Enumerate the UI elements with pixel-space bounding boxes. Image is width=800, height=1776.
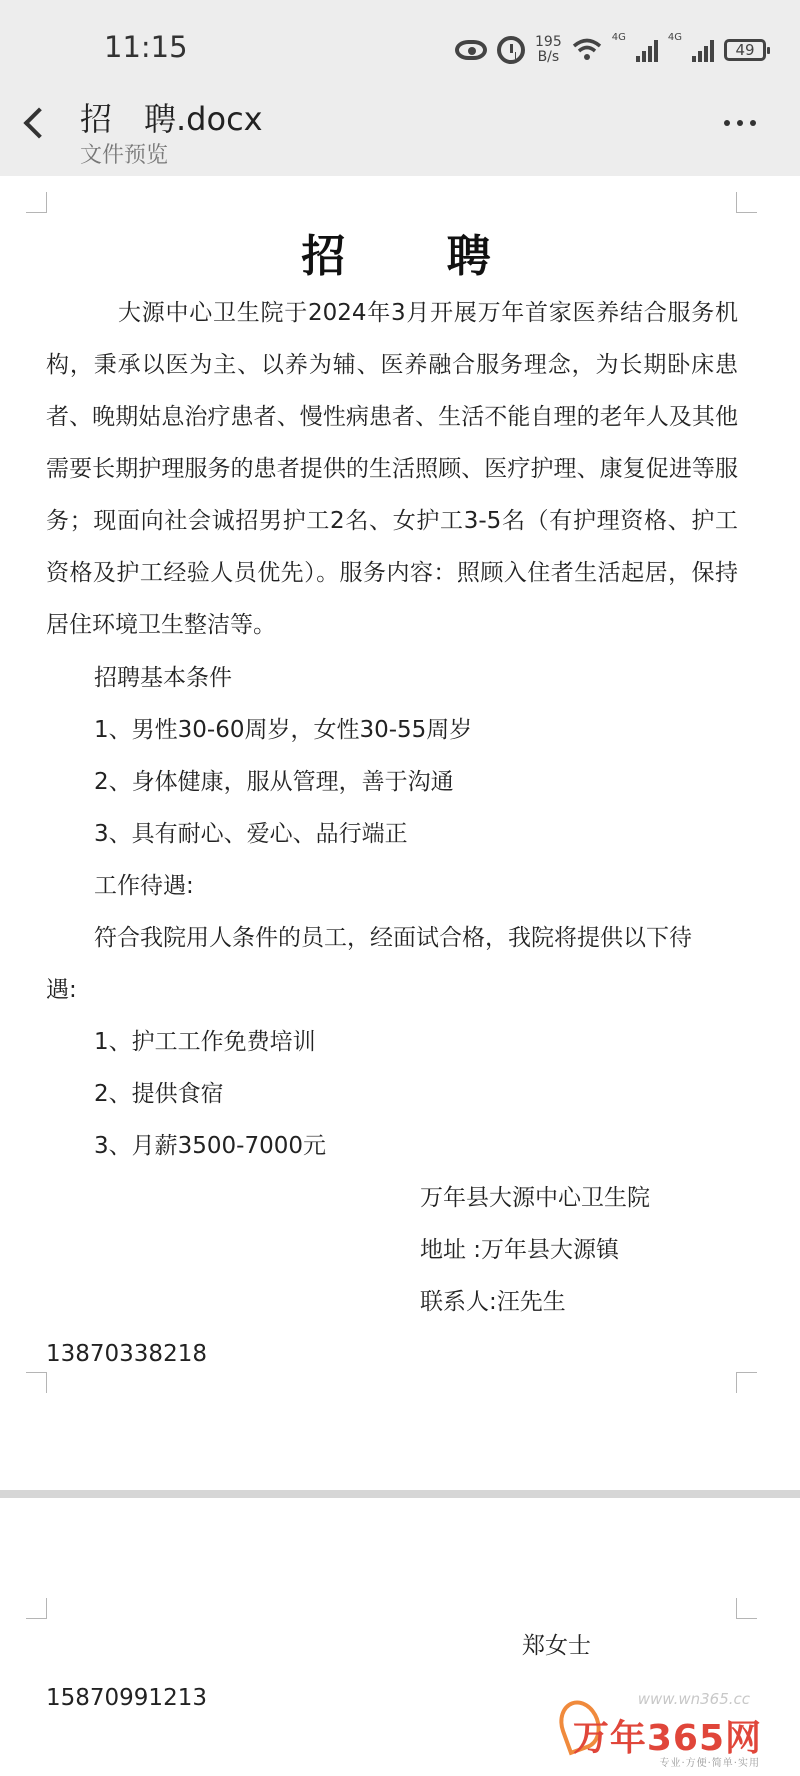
- page-corner-mark: [736, 192, 757, 213]
- benefit-item: 2、提供食宿: [94, 1081, 224, 1107]
- watermark: [560, 1690, 790, 1770]
- requirement-item: 2、身体健康，服从管理，善于沟通: [94, 769, 454, 795]
- speed-unit: B/s: [537, 49, 560, 65]
- signal-1-icon: [636, 38, 658, 62]
- watermark-url: www.wn365.cc: [637, 1690, 750, 1708]
- signal-2-type: 4G: [667, 32, 682, 43]
- more-options-icon[interactable]: [724, 120, 756, 126]
- page-separator: [0, 1490, 800, 1498]
- phone-number: 13870338218: [46, 1341, 207, 1367]
- benefits-intro-cont: 遇:: [46, 977, 77, 1003]
- benefits-title: 工作待遇:: [94, 873, 194, 899]
- alarm-icon: [497, 36, 525, 64]
- contact-person-2: 郑女士: [522, 1633, 591, 1659]
- watermark-brand: 万年365网: [572, 1718, 762, 1759]
- requirements-title: 招聘基本条件: [94, 665, 232, 691]
- benefit-item: 3、月薪3500-7000元: [94, 1133, 326, 1159]
- page-corner-mark: [26, 1372, 47, 1393]
- status-time: 11:15: [104, 30, 188, 64]
- page-corner-mark: [26, 192, 47, 213]
- phone-number-2: 15870991213: [46, 1685, 207, 1711]
- document-title: 招 聘.docx: [80, 100, 263, 138]
- document-subtitle: 文件预览: [80, 143, 169, 168]
- page-corner-mark: [26, 1598, 47, 1619]
- page-corner-mark: [736, 1372, 757, 1393]
- status-icons: [455, 30, 766, 70]
- benefit-item: 1、护工工作免费培训: [94, 1029, 316, 1055]
- battery-icon: 49: [724, 39, 766, 61]
- watermark-tagline: 专业·方便·简单·实用: [659, 1758, 760, 1769]
- network-speed: [535, 35, 562, 65]
- intro-paragraph: 大源中心卫生院于2024年3月开展万年首家医养结合服务机构，秉承以医为主、以养为辅、医养融合服务理念，为长期卧床患者、晚期姑息治疗患者、慢性病患者、生活不能自理的老年人及其他需要长期护理服务的患者提供的生活照顾、医疗护理、康复促进等服务；现面向社会诚招男护工2名、女护工3-5名（有护理资格、护工资格及护工经验人员优先）。服务内容：照顾入住者生活起居，保持居住环境卫生整洁等。: [46, 300, 738, 638]
- signal-2-icon: [692, 38, 714, 62]
- requirement-item: 1、男性30-60周岁，女性30-55周岁: [94, 717, 473, 743]
- address: 地址 :万年县大源镇: [420, 1237, 620, 1263]
- requirement-item: 3、具有耐心、爱心、品行端正: [94, 821, 408, 847]
- eye-icon: [455, 40, 487, 60]
- contact-person: 联系人:汪先生: [420, 1289, 566, 1315]
- signal-1-type: 4G: [611, 32, 626, 43]
- document-heading: 招 聘: [301, 231, 499, 282]
- wifi-icon: [572, 37, 602, 63]
- page-corner-mark: [736, 1598, 757, 1619]
- benefits-intro: 符合我院用人条件的员工，经面试合格，我院将提供以下待: [94, 925, 692, 951]
- organization-name: 万年县大源中心卫生院: [420, 1185, 650, 1211]
- speed-value: 195: [535, 34, 562, 50]
